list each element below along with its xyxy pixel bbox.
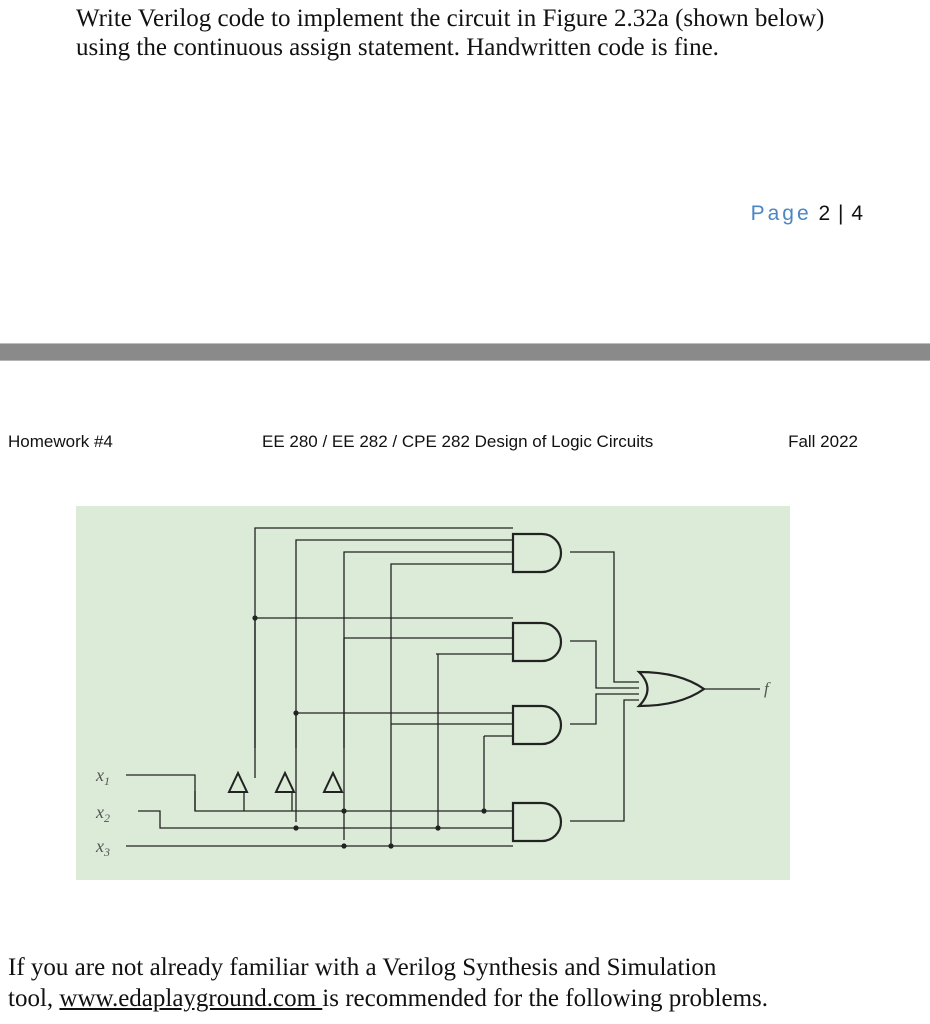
question-line-1: Write Verilog code to implement the circuit in Figure 2.32a (shown below): [76, 5, 825, 32]
figure-background: [76, 506, 790, 880]
page-word: Page: [750, 202, 812, 225]
page-break-divider: [0, 343, 930, 361]
footer-line-2: [8, 983, 908, 1014]
output-label-f: f: [764, 679, 769, 698]
page-number: [751, 202, 864, 226]
footer-line-2-prefix: tool,: [8, 985, 60, 1012]
input-x2: $x_2$: [96, 802, 110, 825]
footer-line-1: If you are not already familiar with a Verilog Synthesis and Simulation: [8, 954, 717, 981]
circuit-figure: [76, 506, 790, 880]
input-x1: $x_1$: [96, 765, 110, 788]
footer-note: [8, 952, 908, 1014]
input-x3: $x_3$: [96, 836, 110, 859]
header-homework: Homework #4: [8, 432, 113, 451]
input-labels: [95, 765, 110, 859]
footer-line-2-suffix: is recommended for the following problems.: [322, 985, 769, 1012]
header-course-title: EE 280 / EE 282 / CPE 282 Design of Logic Circuits: [262, 432, 654, 451]
page-value: 2 | 4: [818, 202, 864, 225]
edaplayground-link[interactable]: www.edaplayground.com: [59, 985, 323, 1012]
question-line-2: using the continuous assign statement. Handwritten code is fine.: [76, 34, 719, 61]
question-text: [76, 4, 896, 62]
header-semester: Fall 2022: [788, 432, 858, 451]
